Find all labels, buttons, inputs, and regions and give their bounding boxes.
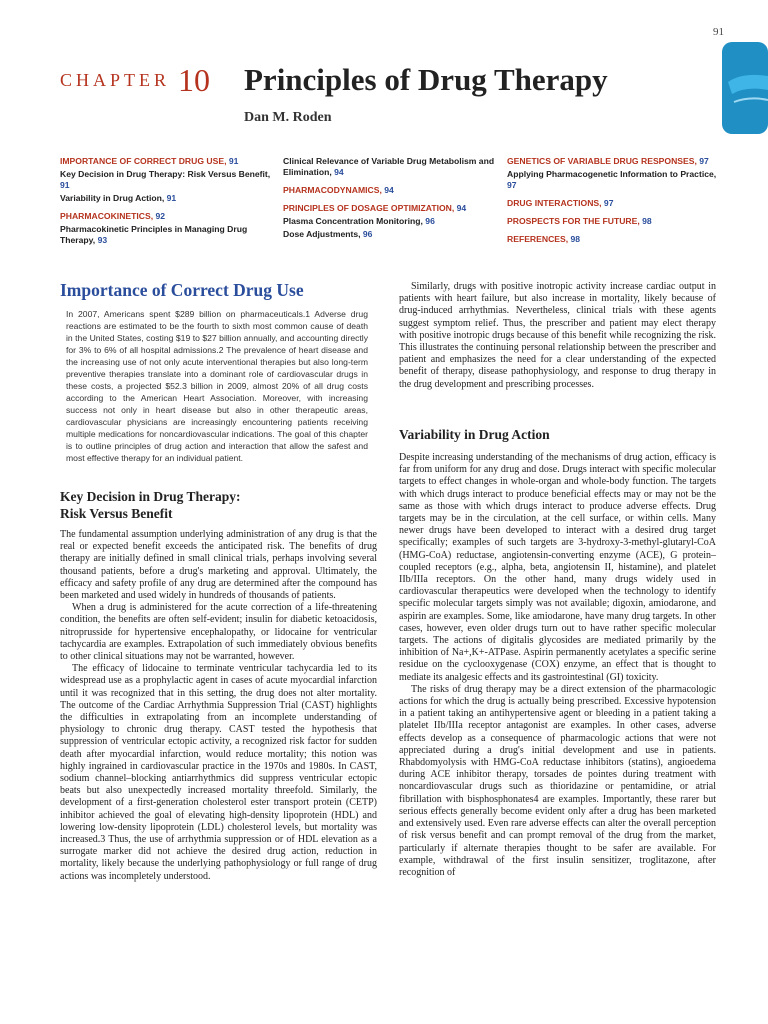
toc-entry[interactable]: Key Decision in Drug Therapy: Risk Versus Benefit, 91	[60, 169, 271, 190]
body-paragraph: Similarly, drugs with positive inotropic activity increase cardiac output in patients with heart failure, but also increase in mortality, likely because of drug-induced arrhythmias. Nevertheless, clinical trials with these agents suggest symptom relief. Thus, the prescriber and patient may elect therapy with positive inotropic drugs because of this benefit while recognizing the risk. This illustrates the continuing personal relationship between the prescriber and patient and emphasizes the need for a clear understanding of the expected benefit of therapy, disease pathophysiology, and response to drug therapy in the drug development and prescribing processes.	[399, 281, 716, 390]
toc-column-3	[507, 156, 719, 247]
author-name: Dan M. Roden	[244, 110, 332, 125]
heading-line: Risk Versus Benefit	[60, 506, 173, 521]
chapter-number: 10	[178, 62, 210, 98]
heading-line: Key Decision in Drug Therapy:	[60, 489, 241, 504]
section-heading-key-decision	[60, 488, 360, 522]
body-paragraph: The efficacy of lidocaine to terminate ventricular tachycardia led to its widespread use as a prophylactic agent in cases of acute myocardial infarction until it was recognized that in this setting, the drug does not alter mortality. The outcome of the Cardiac Arrhythmia Suppression Trial (CAST) highlights the difficulties in extrapolating from an incomplete understanding of physiology to chronic drug therapy. CAST tested the hypothesis that suppression of ventricular ectopic activity, a recognized risk factor for sudden death after myocardial infarction, would reduce mortality; this notion was highly ingrained in cardiovascular practice in the 1970s and 1980s. In CAST, sodium channel–blocking antiarrhythmics did suppress ventricular ectopic beats but also unexpectedly increased mortality threefold. Similarly, the development of a first-generation cholesterol ester transport protein (CETP) inhibitor achieved the goal of elevating high-density lipoprotein (HDL) and lowering low-density lipoprotein (LDL) cholesterol levels, but mortality was increased.3 Thus, the use of arrhythmia suppression or of HDL elevation as a surrogate marker did not achieve the desired drug action, reduction in mortality, likely because the underlying pathophysiology or full range of drug actions was incompletely understood.	[60, 663, 377, 882]
toc-entry[interactable]: Plasma Concentration Monitoring, 96	[283, 216, 435, 226]
toc-entry[interactable]: Clinical Relevance of Variable Drug Metabolism and Elimination, 94	[283, 156, 495, 177]
chapter-label: CHAPTER	[60, 70, 171, 90]
toc-entry[interactable]: REFERENCES, 98	[507, 234, 581, 244]
toc-entry[interactable]: Dose Adjustments, 96	[283, 229, 373, 239]
toc-column-1	[60, 156, 272, 248]
toc-entry[interactable]: GENETICS OF VARIABLE DRUG RESPONSES, 97	[507, 156, 709, 166]
body-column-right	[399, 452, 716, 879]
toc-entry[interactable]: PHARMACOKINETICS, 92	[60, 211, 166, 221]
toc-entry[interactable]: PRINCIPLES OF DOSAGE OPTIMIZATION, 94	[283, 203, 467, 213]
page-number: 91	[713, 26, 724, 38]
toc-entry[interactable]: IMPORTANCE OF CORRECT DRUG USE, 91	[60, 156, 239, 166]
toc-entry[interactable]: PHARMACODYNAMICS, 94	[283, 185, 394, 195]
section-heading-variability: Variability in Drug Action	[399, 427, 550, 442]
toc-entry[interactable]: PROSPECTS FOR THE FUTURE, 98	[507, 216, 652, 226]
chapter-tab-graphic	[722, 42, 768, 134]
body-column-left	[60, 529, 377, 883]
section-heading-importance: Importance of Correct Drug Use	[60, 280, 304, 300]
toc-entry[interactable]: DRUG INTERACTIONS, 97	[507, 198, 614, 208]
toc-entry[interactable]: Pharmacokinetic Principles in Managing Drug Therapy, 93	[60, 224, 248, 245]
toc-entry[interactable]: Applying Pharmacogenetic Information to Practice, 97	[507, 169, 717, 190]
body-paragraph: When a drug is administered for the acute correction of a life-threatening condition, the benefits are often self-evident; insulin for diabetic ketoacidosis, nitroprusside for hypertensive encephalopathy, or lidocaine for ventricular tachycardia are examples. Extrapolation of such immediately obvious benefits to other clinical situations may not be warranted, however.	[60, 602, 377, 663]
body-column-right-top	[399, 281, 716, 391]
toc-column-2	[283, 156, 495, 242]
toc-entry[interactable]: Variability in Drug Action, 91	[60, 193, 177, 203]
body-paragraph: Despite increasing understanding of the mechanisms of drug action, efficacy is far from uniform for any drug and dose. Drugs interact with specific molecular targets to effect changes in whole-organ and whole-body function. The targets with which drugs interact to produce beneficial effects may or may not be the same as those with which drugs interact to produce adverse effects. Drug targets may be in the circulation, at the cell surface, or within cells. Many newer drugs have been developed to interact with a desired drug target specifically; examples of such targets are 3-hydroxy-3-methyl-glutaryl-CoA (HMG-CoA) reductase, angiotensin-converting enzyme (ACE), G protein–coupled receptors (e.g., alpha, beta, angiotensin II, histamine), and platelet IIb/IIIa receptors. On the other hand, many drugs widely used in cardiovascular therapeutics were developed when the technology to identify specific molecular targets simply was not available; digoxin, amiodarone, and aspirin are examples. Some, like amiodarone, have many drug targets. In other cases, however, even older drugs turn out to have rather specific molecular targets. The actions of digitalis glycosides are mediated primarily by the inhibition of Na+,K+-ATPase. Aspirin permanently acetylates a specific serine residue on the cyclooxygenase (COX) enzyme, an effect that is thought to mediate its analgesic effects and its gastrointestinal (GI) toxicity.	[399, 452, 716, 683]
intro-paragraph: In 2007, Americans spent $289 billion on pharmaceuticals.1 Adverse drug reactions are estimated to be the fourth to sixth most common cause of death in the United States, costing $19 to $27 billion annually, and accounting directly for 3% to 6% of all hospital admissions.2 The prevalence of heart disease and the increasing use of not only acute interventional therapies but also long-term preventive therapies translate into a dominant role of cardiovascular drugs in these costs, a projected $52.3 billion in 2009, almost 20% of all drug costs according to the American Heart Association. Moreover, with increasing success not only in heart disease but also in other therapeutic areas, cardiovascular physicians are increasingly encountering patients receiving multiple medications for noncardiovascular indications. The goal of this chapter is to outline principles of drug action and interaction that allow the safest and most effective therapy for an individual patient.	[66, 309, 368, 463]
body-paragraph: The fundamental assumption underlying administration of any drug is that the real or expected benefit exceeds the anticipated risk. The benefits of drug therapy are initially defined in small clinical trials, perhaps involving several thousand patients, before a drug's marketing and approval. Ultimately, the efficacy and safety profile of any drug are determined after the compound has been marketed and used widely in hundreds of thousands of patients.	[60, 529, 377, 602]
body-paragraph: The risks of drug therapy may be a direct extension of the pharmacologic actions for which the drug is actually being prescribed. Excessive hypotension in a patient taking an antihypertensive agent or bleeding in a patient taking a platelet IIb/IIIa receptor antagonist are examples. In other cases, adverse effects develop as a consequence of pharmacologic actions that were not appreciated during a drug's initial development and use in patients. Rhabdomyolysis with HMG-CoA reductase inhibitors (statins), angioedema during ACE inhibitor therapy, torsades de pointes during treatment with noncardiovascular drugs such as thioridazine or pentamidine, or atrial fibrillation with bisphosphonates4 are examples. Importantly, these rarer but serious effects generally become evident only after a drug has been marketed and extensively used. Even rare adverse effects can alter the overall perception of risk versus benefit and can prompt removal of the drug from the market, particularly if alternate therapies thought to be safer are available. For example, withdrawal of the first insulin sensitizer, troglitazone, after recognition of	[399, 683, 716, 878]
chapter-title: Principles of Drug Therapy	[244, 62, 608, 97]
